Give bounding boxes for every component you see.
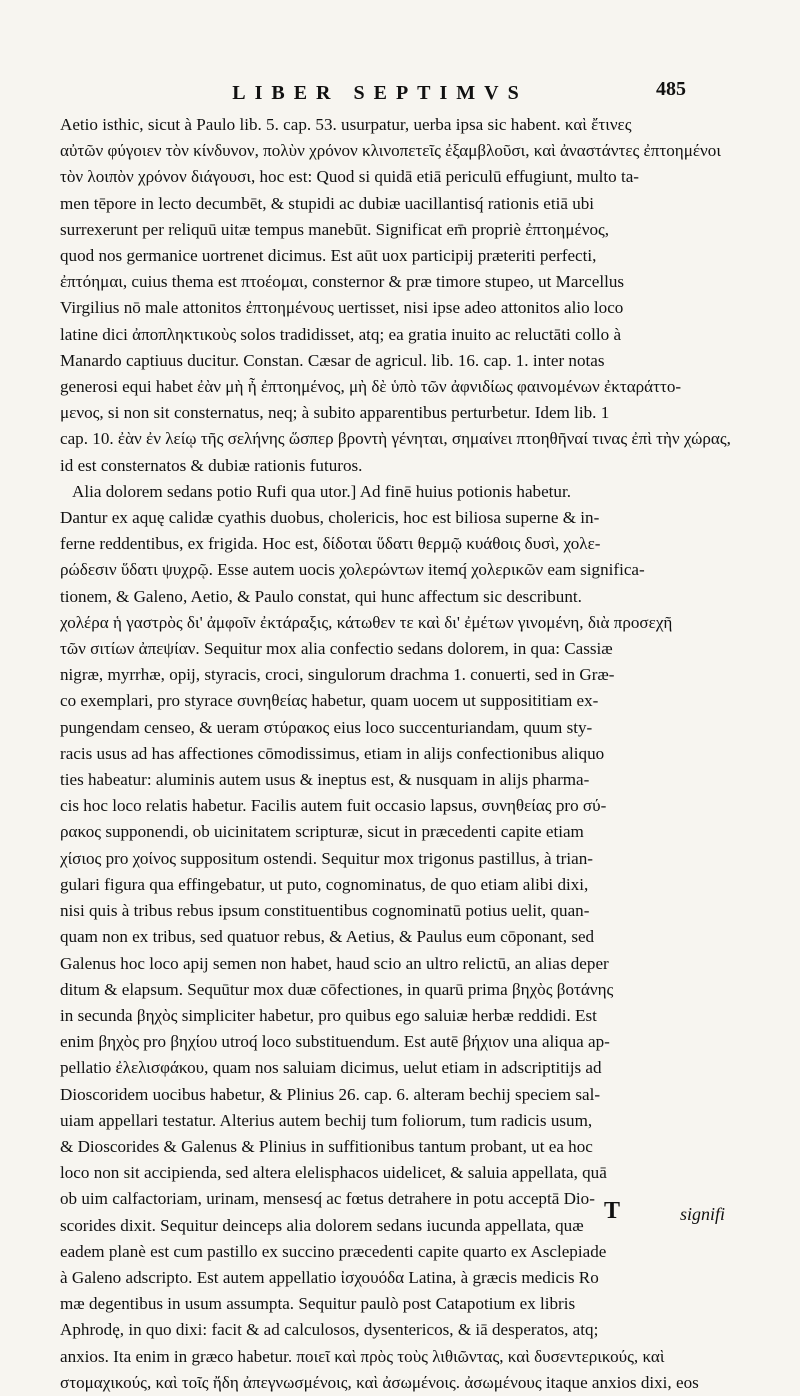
text-line: anxios. Ita enim in græco habetur. ποιεῖ καὶ πρὸς τοὺς λιθιῶντας, καὶ δυσεντερικούς, καὶ xyxy=(60,1346,665,1366)
running-head: LIBER SEPTIMVS xyxy=(232,82,528,104)
text-line: Alia dolorem sedans potio Rufi qua utor.] Ad finē huius potionis habetur. xyxy=(72,481,571,501)
text-line: pungendam censeo, & ueram στύρακος eius loco succenturiandam, quum sty- xyxy=(60,717,593,737)
text-line: cap. 10. ἐὰν ἐν λείῳ τῆς σελήνης ὥσπερ βροντὴ γένηται, σημαίνει πτοηθῆναί τινας ἐπὶ τὴν χώρας, xyxy=(60,429,731,449)
text-line: quam non ex tribus, sed quatuor rebus, & Aetius, & Paulus eum cōponant, sed xyxy=(60,927,595,947)
text-line: ρακος supponendi, ob uicinitatem scripturæ, sicut in præcedenti capite etiam xyxy=(60,822,584,842)
text-line: mæ degentibus in usum assumpta. Sequitur paulò post Catapotium ex libris xyxy=(60,1294,576,1314)
text-line: men tēpore in lecto decumbēt, & stupidi ac dubiæ uacillantisq́ rationis etiā ubi xyxy=(60,193,595,213)
text-line: pellatio ἐλελισφάκου, quam nos saluiam dicimus, uelut etiam in adscriptitijs ad xyxy=(60,1058,602,1078)
text-line: tionem, & Galeno, Aetio, & Paulo constat, qui hunc affectum sic describunt. xyxy=(60,586,582,606)
text-line: scorides dixit. Sequitur deinceps alia dolorem sedans iucunda appellata, quæ xyxy=(60,1215,584,1235)
text-line: Dioscoridem uocibus habetur, & Plinius 26. cap. 6. alteram bechij speciem sal- xyxy=(60,1084,601,1104)
text-line: latine dici ἀποπληκτικοὺς solos tradidisset, atq; ea gratia inuito ac reluctāti collo à xyxy=(60,324,622,344)
text-line: Aphrodę, in quo dixi: facit & ad calculosos, dysentericos, & iā desperatos, atq; xyxy=(60,1320,599,1340)
text-line: Galenus hoc loco apij semen non habet, haud scio an ultro relictū, an alias deper xyxy=(60,953,609,973)
text-line: & Dioscorides & Galenus & Plinius in suffitionibus tantum probant, ut ea hoc xyxy=(60,1136,593,1156)
page-number: 485 xyxy=(656,78,686,100)
page-footer xyxy=(0,1198,800,1238)
text-line: χίσιος pro χοίνος suppositum ostendi. Sequitur mox trigonus pastillus, à trian- xyxy=(60,848,593,868)
catchword: signifi xyxy=(680,1204,726,1224)
text-line: co exemplari, pro styrace συνηθείας habetur, quam uocem ut supposititiam ex- xyxy=(60,691,599,711)
text-line: gulari figura qua effingebatur, ut puto, cognominatus, de quo etiam alibi dixi, xyxy=(60,874,589,894)
text-line: ἐπτόημαι, cuius thema est πτοέομαι, consternor & præ timore stupeo, ut Marcellus xyxy=(60,272,625,292)
text-line: à Galeno adscripto. Est autem appellatio ἰσχουόδα Latina, à græcis medicis Ro xyxy=(60,1267,599,1287)
text-line: Aetio isthic, sicut à Paulo lib. 5. cap. 53. usurpatur, uerba ipsa sic habent. καὶ ἔτινες xyxy=(60,115,632,134)
text-line: in secunda βηχὸς simpliciter habetur, pro quibus ego saluiæ herbæ reddidi. Est xyxy=(60,1005,597,1025)
text-line: Virgilius nō male attonitos ἐπτοημένους uertisset, nisi ipse adeo attonitos alio loco xyxy=(60,298,624,318)
text-line: nisi quis à tribus rebus ipsum constituentibus cognominatū potius uelit, quan- xyxy=(60,901,590,921)
text-line: τὸν λοιπὸν χρόνον διάγουσι, hoc est: Quod si quidā etiā periculū effugiunt, multo ta- xyxy=(60,167,639,187)
text-line: ties habeatur: aluminis autem usus & ineptus est, & nusquam in alijs pharma- xyxy=(60,770,590,790)
text-line: στομαχικούς, καὶ τοῖς ἤδη ἀπεγνωσμένοις, καὶ ἀσωμένοις. ἀσωμένους itaque anxios dixi, eos xyxy=(60,1372,699,1392)
signature-mark: T xyxy=(604,1198,621,1224)
text-line: surrexerunt per reliquū uitæ tempus manebūt. Significat em̄ propriè ἐπτοημένος, xyxy=(60,219,610,239)
text-line: cis hoc loco relatis habetur. Facilis autem fuit occasio lapsus, συνηθείας pro σύ- xyxy=(60,796,607,816)
text-line: ob uim calfactoriam, urinam, mensesq́ ac fœtus detrahere in potu acceptā Dio- xyxy=(60,1189,595,1209)
text-line: loco non sit accipienda, sed altera elelisphacos uidelicet, & saluia appellata, quā xyxy=(60,1163,607,1183)
text-line: χολέρα ἡ γαστρὸς δι' ἀμφοῖν ἐκτάραξις, κάτωθεν τε καὶ δι' ἐμέτων γινομένη, διὰ προσεχῆ xyxy=(60,612,673,632)
text-line: μενος, si non sit consternatus, neq; à subito apparentibus perturbetur. Idem lib. 1 xyxy=(60,403,610,423)
text-line: αὐτῶν φύγοιεν τὸν κίνδυνον, πολὺν χρόνον κλινοπετεῖς ἐξαμβλοῦσι, καὶ ἀναστάντες ἐπτοημένοι xyxy=(60,141,721,161)
text-line: τῶν σιτίων ἀπεψίαν. Sequitur mox alia confectio sedans dolorem, in qua: Cassiæ xyxy=(60,639,613,659)
text-line: id est consternatos & dubiæ rationis futuros. xyxy=(60,455,363,475)
text-line: ditum & elapsum. Sequūtur mox duæ cōfectiones, in quarū prima βηχὸς βοτάνης xyxy=(60,979,614,999)
text-line: uiam appellari testatur. Alterius autem bechij tum foliorum, tum radicis usum, xyxy=(60,1110,593,1130)
text-line: ρώδεσιν ὕδατι ψυχρῷ. Esse autem uocis χολερώντων itemq́ χολερικῶν eam significa- xyxy=(60,560,645,580)
text-line: ferne reddentibus, ex frigida. Hoc est, δίδοται ὕδατι θερμῷ κυάθοις δυσὶ, χολε- xyxy=(60,534,601,554)
text-line: quod nos germanice uortrenet dicimus. Est aūt uox participij præteriti perfecti, xyxy=(60,246,597,266)
text-line: generosi equi habet ἐὰν μὴ ἦ ἐπτοημένος, μὴ δὲ ὑπὸ τῶν ἀφνιδίως φαινομένων ἐκταράττο- xyxy=(60,377,682,397)
text-line: Dantur ex aquę calidæ cyathis duobus, cholericis, hoc est biliosa superne & in- xyxy=(60,508,600,528)
text-line: nigræ, myrrhæ, opij, styracis, croci, singulorum drachma 1. conuerti, sed in Græ- xyxy=(60,665,615,685)
text-line: racis usus ad has affectiones cōmodissimus, etiam in alijs confectionibus aliquo xyxy=(60,743,605,763)
text-line: enim βηχὸς pro βηχίου utroq́ loco substituendum. Est autē βήχιον una aliqua ap- xyxy=(60,1032,610,1052)
text-line: eadem planè est cum pastillo ex succino præcedenti capite quarto ex Asclepiade xyxy=(60,1241,607,1261)
text-line: Manardo captiuus ducitur. Constan. Cæsar de agricul. lib. 16. cap. 1. inter notas xyxy=(60,350,605,370)
